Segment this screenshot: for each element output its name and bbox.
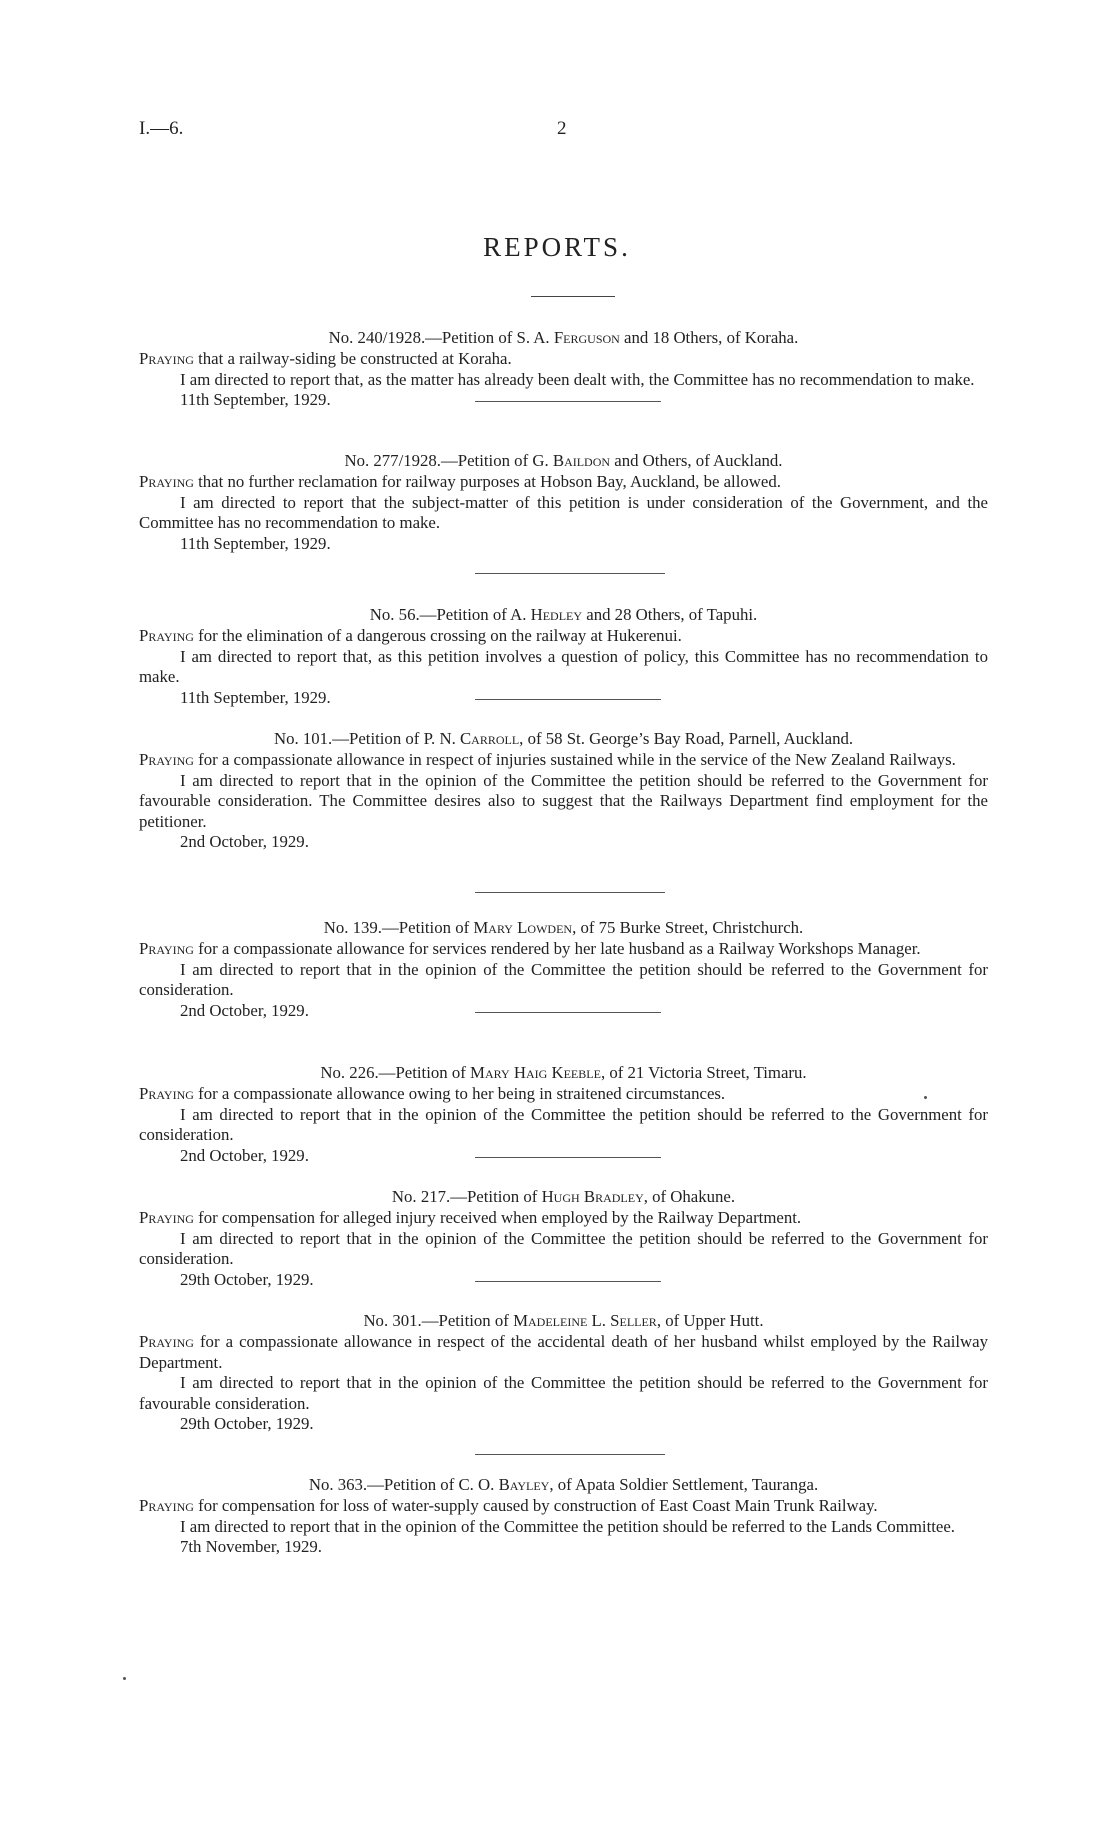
report-date: 2nd October, 1929. xyxy=(139,1146,988,1166)
committee-report: I am directed to report that in the opinion of the Committee the petition should be referred to the Government for consideration. xyxy=(139,959,988,1000)
petition-prayer: Praying for a compassionate allowance for services rendered by her late husband as a Railway Workshops Manager. xyxy=(139,939,921,959)
document-reference: I.—6. xyxy=(139,118,184,139)
petitioner-name: Mary Haig Keeble xyxy=(470,1063,601,1082)
petitioner-name: Ferguson xyxy=(553,328,620,347)
petitioner-name: Hedley xyxy=(530,605,583,624)
petition-entry xyxy=(139,605,988,708)
petitioner-name: Bayley xyxy=(498,1475,550,1494)
committee-report: I am directed to report that in the opinion of the Committee the petition should be referred to the Government for consideration. xyxy=(139,1228,988,1269)
petition-heading: No. 56.—Petition of A. Hedley and 28 Others, of Tapuhi. xyxy=(369,605,758,624)
separator-rule xyxy=(475,401,661,402)
petition-entry xyxy=(139,1475,988,1558)
scan-speck xyxy=(123,1677,126,1680)
petition-heading: No. 301.—Petition of Madeleine L. Seller, of Upper Hutt. xyxy=(363,1311,764,1330)
petition-prayer: Praying for a compassionate allowance in respect of the accidental death of her husband whilst employed by the Railway Department. xyxy=(139,1332,988,1372)
petition-entry xyxy=(139,729,988,852)
separator-rule xyxy=(475,1454,665,1455)
petition-entry xyxy=(139,1063,988,1166)
committee-report: I am directed to report that in the opinion of the Committee the petition should be referred to the Government for favourable consideration. xyxy=(139,1373,988,1413)
committee-report: I am directed to report that in the opinion of the Committee the petition should be referred to the Government for favourable consideration. The Committee desires also to suggest that the Railways Department find employment for the petitioner. xyxy=(139,770,988,831)
petition-entry xyxy=(139,451,988,554)
petition-heading: No. 101.—Petition of P. N. Carroll, of 58 St. George’s Bay Road, Parnell, Auckland. xyxy=(273,729,854,748)
report-date: 11th September, 1929. xyxy=(139,688,988,708)
petition-heading: No. 240/1928.—Petition of S. A. Ferguson and 18 Others, of Koraha. xyxy=(328,328,799,347)
report-date: 29th October, 1929. xyxy=(180,1414,314,1434)
petition-prayer: Praying that a railway-siding be constructed at Koraha. xyxy=(139,349,512,369)
committee-report: I am directed to report that, as this petition involves a question of policy, this Committee has no recommendation to make. xyxy=(139,646,988,687)
petition-prayer: Praying for a compassionate allowance owing to her being in straitened circumstances. xyxy=(139,1084,726,1104)
report-date: 11th September, 1929. xyxy=(139,390,988,410)
page-number: 2 xyxy=(557,118,567,139)
separator-rule xyxy=(475,573,665,574)
page-title: REPORTS. xyxy=(483,232,631,262)
scan-speck xyxy=(924,1096,927,1099)
petition-prayer: Praying for compensation for alleged injury received when employed by the Railway Department. xyxy=(139,1208,802,1228)
report-date: 11th September, 1929. xyxy=(180,533,331,553)
separator-rule xyxy=(475,699,661,700)
report-date: 7th November, 1929. xyxy=(180,1537,322,1557)
petitioner-name: Carroll xyxy=(459,729,520,748)
petition-heading: No. 277/1928.—Petition of G. Baildon and Others, of Auckland. xyxy=(344,451,783,470)
petition-entry xyxy=(139,1187,988,1290)
petition-heading: No. 363.—Petition of C. O. Bayley, of Apata Soldier Settlement, Tauranga. xyxy=(308,1475,819,1494)
petition-prayer: Praying for a compassionate allowance in respect of injuries sustained while in the service of the New Zealand Railways. xyxy=(139,750,956,770)
petitioner-name: Mary Lowden xyxy=(473,918,573,937)
separator-rule xyxy=(475,1157,661,1158)
report-date: 2nd October, 1929. xyxy=(139,1001,988,1021)
committee-report: I am directed to report that, as the matter has already been dealt with, the Committee has no recommendation to make. xyxy=(180,369,975,389)
report-date: 2nd October, 1929. xyxy=(180,832,309,852)
petition-heading: No. 226.—Petition of Mary Haig Keeble, of 21 Victoria Street, Timaru. xyxy=(320,1063,807,1082)
separator-rule xyxy=(475,892,665,893)
petition-prayer: Praying that no further reclamation for railway purposes at Hobson Bay, Auckland, be allowed. xyxy=(139,472,781,492)
petition-heading: No. 217.—Petition of Hugh Bradley, of Ohakune. xyxy=(391,1187,736,1206)
separator-rule xyxy=(475,1012,661,1013)
committee-report: I am directed to report that in the opinion of the Committee the petition should be referred to the Lands Committee. xyxy=(180,1516,955,1536)
petitioner-name: Madeleine L. Seller xyxy=(513,1311,657,1330)
petition-prayer: Praying for the elimination of a dangerous crossing on the railway at Hukerenui. xyxy=(139,626,682,646)
petition-heading: No. 139.—Petition of Mary Lowden, of 75 Burke Street, Christchurch. xyxy=(323,918,804,937)
committee-report: I am directed to report that the subject-matter of this petition is under consideration of the Government, and the Committee has no recommendation to make. xyxy=(139,492,988,533)
petition-entry xyxy=(139,918,988,1021)
petitioner-name: Baildon xyxy=(552,451,611,470)
petition-entry xyxy=(139,1311,988,1434)
report-date: 29th October, 1929. xyxy=(139,1270,988,1290)
petition-entry xyxy=(139,328,988,411)
committee-report: I am directed to report that in the opinion of the Committee the petition should be referred to the Government for consideration. xyxy=(139,1104,988,1145)
separator-rule xyxy=(475,1281,661,1282)
petitioner-name: Hugh Bradley xyxy=(541,1187,644,1206)
petition-prayer: Praying for compensation for loss of water-supply caused by construction of East Coast Main Trunk Railway. xyxy=(139,1496,878,1516)
title-rule xyxy=(531,296,615,297)
